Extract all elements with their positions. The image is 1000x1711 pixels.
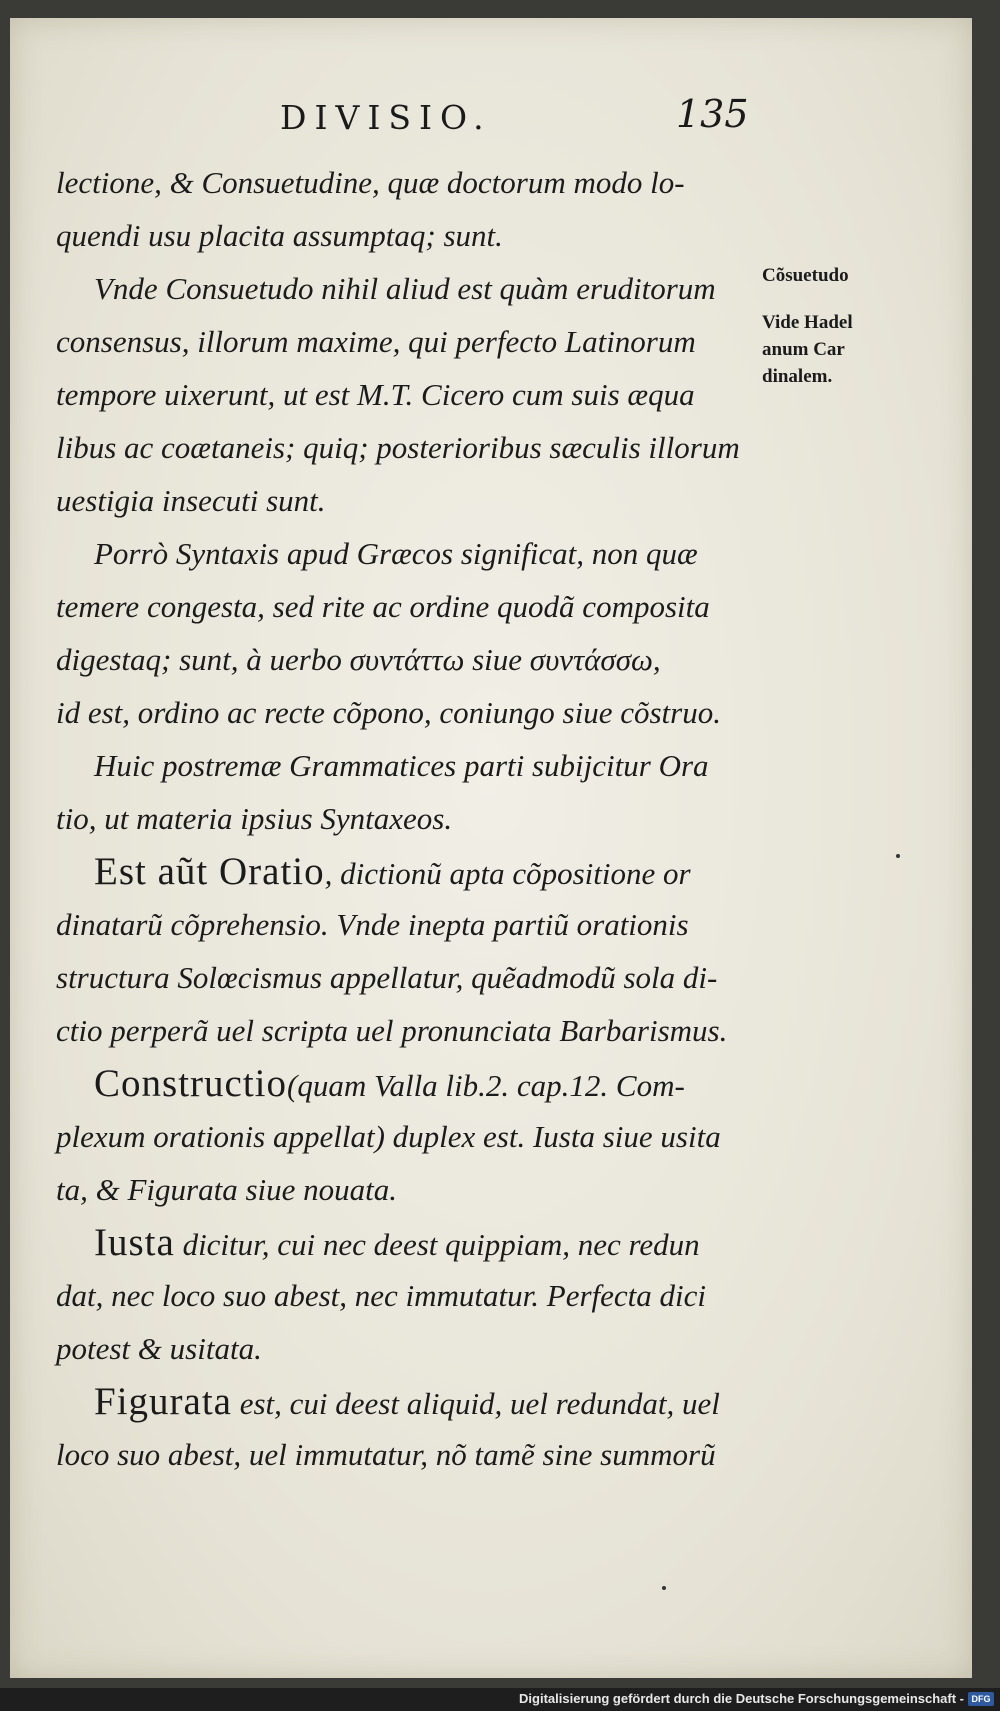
footer-credit: Digitalisierung gefördert durch die Deutsche Forschungsgemeinschaft - xyxy=(519,1691,964,1706)
line-text: Vnde Consuetudo nihil aliud est quàm eruditorum xyxy=(94,271,716,306)
line-text: ctio perperã uel scripta uel pronunciata Barbarismus. xyxy=(56,1013,728,1048)
main-text-block xyxy=(56,156,756,1481)
text-line xyxy=(56,421,756,474)
line-text: ta, & Figurata siue nouata. xyxy=(56,1172,397,1207)
page-number: 135 xyxy=(676,92,749,136)
line-text: tio, ut materia ipsius Syntaxeos. xyxy=(56,801,453,836)
ink-speck xyxy=(662,1586,666,1590)
line-text: consensus, illorum maxime, qui perfecto Latinorum xyxy=(56,324,696,359)
text-line xyxy=(56,580,756,633)
line-text: dat, nec loco suo abest, nec immutatur. Perfecta dici xyxy=(56,1278,707,1313)
running-head xyxy=(10,92,972,148)
line-text: id est, ordino ac recte cõpono, coniungo siue cõstruo. xyxy=(56,695,721,730)
paragraph-lead-word: Iusta xyxy=(94,1221,175,1264)
line-text: dinatarũ cõprehensio. Vnde inepta partiũ orationis xyxy=(56,907,689,942)
text-line xyxy=(56,1428,756,1481)
text-line xyxy=(56,156,756,209)
line-text: Porrò Syntaxis apud Græcos significat, non quæ xyxy=(94,536,698,571)
text-line xyxy=(56,1269,756,1322)
margin-note-consuetudo: Cõsuetudo xyxy=(762,265,849,286)
line-text: structura Solœcismus appellatur, quẽadmodũ sola di- xyxy=(56,960,718,995)
text-line xyxy=(56,209,756,262)
text-line xyxy=(56,1375,756,1428)
dfg-logo-icon: DFG xyxy=(968,1692,994,1706)
paragraph-lead-word: Constructio xyxy=(94,1062,287,1105)
text-line xyxy=(56,474,756,527)
text-line xyxy=(56,633,756,686)
text-line xyxy=(56,845,756,898)
line-text: dicitur, cui nec deest quippiam, nec redun xyxy=(174,1227,700,1262)
line-text: tempore uixerunt, ut est M.T. Cicero cum suis æqua xyxy=(56,377,695,412)
text-line xyxy=(56,1004,756,1057)
text-line xyxy=(56,315,756,368)
page-title: DIVISIO. xyxy=(280,98,492,137)
margin-note-line: Vide Hadel xyxy=(762,312,853,333)
text-line xyxy=(56,686,756,739)
text-line xyxy=(56,527,756,580)
text-line xyxy=(56,1057,756,1110)
text-line xyxy=(56,951,756,1004)
line-text: lectione, & Consuetudine, quæ doctorum modo lo- xyxy=(56,165,685,200)
paragraph-lead-word: Est aũt Oratio xyxy=(94,850,325,893)
line-text: loco suo abest, uel immutatur, nõ tamẽ sine summorũ xyxy=(56,1437,716,1472)
margin-notes xyxy=(762,262,942,390)
line-text: libus ac coætaneis; quiq; posterioribus sæculis illorum xyxy=(56,430,740,465)
line-text: potest & usitata. xyxy=(56,1331,262,1366)
line-text: , dictionũ apta cõpositione or xyxy=(324,856,691,891)
paragraph-lead-word: Figurata xyxy=(94,1380,232,1423)
line-text: plexum orationis appellat) duplex est. Iusta siue usita xyxy=(56,1119,721,1154)
text-line xyxy=(56,792,756,845)
line-text: (quam Valla lib.2. cap.12. Com- xyxy=(287,1068,685,1103)
margin-note-line: anum Car xyxy=(762,339,845,360)
text-line xyxy=(56,368,756,421)
line-text: quendi usu placita assumptaq; sunt. xyxy=(56,218,503,253)
text-line xyxy=(56,1216,756,1269)
text-line xyxy=(56,262,756,315)
text-line xyxy=(56,898,756,951)
line-text: est, cui deest aliquid, uel redundat, uel xyxy=(231,1386,720,1421)
line-text: temere congesta, sed rite ac ordine quodã composita xyxy=(56,589,710,624)
text-line xyxy=(56,1110,756,1163)
ink-speck xyxy=(896,854,900,858)
text-line xyxy=(56,1322,756,1375)
line-text: uestigia insecuti sunt. xyxy=(56,483,326,518)
book-page xyxy=(10,18,972,1678)
text-line xyxy=(56,1163,756,1216)
line-text: digestaq; sunt, à uerbo συντάττω siue συντάσσω, xyxy=(56,642,661,677)
line-text: Huic postremæ Grammatices parti subijcitur Ora xyxy=(94,748,709,783)
text-line xyxy=(56,739,756,792)
digitization-footer xyxy=(0,1688,1000,1711)
margin-note-line: dinalem. xyxy=(762,366,833,387)
